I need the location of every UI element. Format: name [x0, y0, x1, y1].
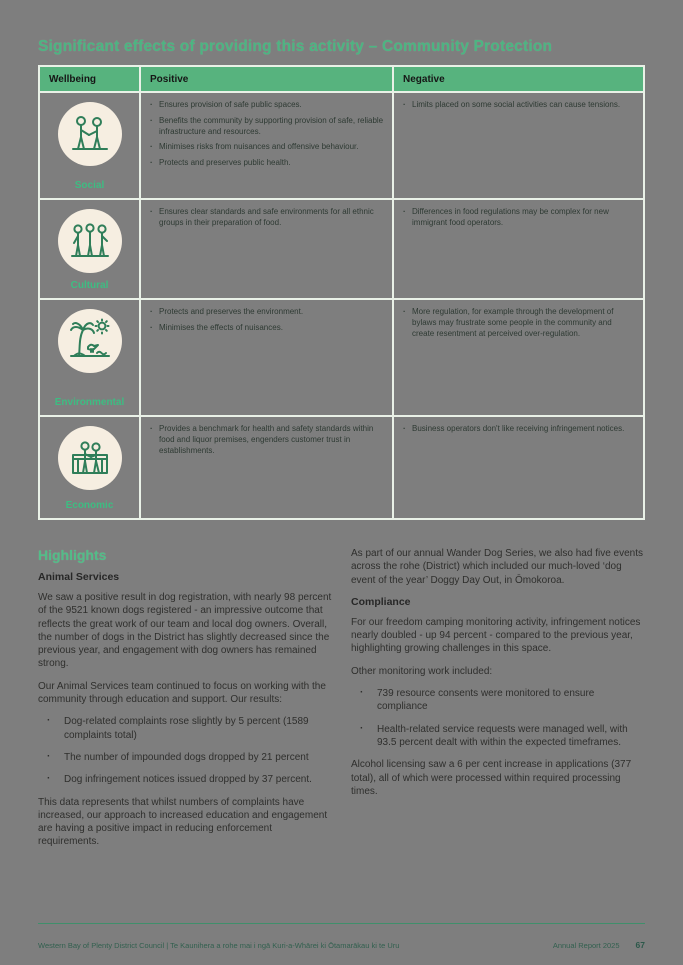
- row-label-social: Social: [74, 180, 105, 191]
- wellbeing-cell-cultural: [40, 200, 139, 298]
- bullet-item: · Health-related service requests were managed well, with 93.5 percent dealt with within the expected timeframes.: [351, 723, 646, 750]
- positive-cell-economic: [141, 417, 392, 518]
- page-title: Significant effects of providing this activity – Community Protection: [38, 38, 553, 55]
- bullet-item: · Ensures provision of safe public spaces.: [147, 100, 384, 111]
- row-label-economic: Economic: [65, 500, 114, 511]
- economic-building-icon: [58, 426, 122, 490]
- wellbeing-cell-social: [40, 93, 139, 198]
- negative-cell-cultural: [394, 200, 643, 298]
- highlights-section: [38, 547, 645, 858]
- social-people-icon: [58, 102, 122, 166]
- header-cell-negative: Negative: [394, 67, 643, 91]
- animal-services-bullet-list: [38, 715, 333, 786]
- compliance-paragraph: Other monitoring work included:: [351, 665, 493, 677]
- footer-council-name: Western Bay of Plenty District Council | Te Kaunihera a rohe mai i ngā Kuri-a-Whārei ki Ōtamarākau ki te Uru: [38, 941, 400, 950]
- table-row-social: [40, 93, 643, 198]
- animal-services-subheading: Animal Services: [38, 571, 120, 583]
- bullet-item: · The number of impounded dogs dropped by 21 percent: [38, 751, 333, 764]
- row-label-cultural: Cultural: [70, 280, 109, 291]
- header-cell-wellbeing: Wellbeing: [40, 67, 139, 91]
- bullet-item: · Protects and preserves the environment.: [147, 307, 384, 318]
- compliance-paragraph: For our freedom camping monitoring activity, infringement notices nearly doubled - up 94 percent - compared to the previous year, highlighting growing challenges in this space.: [351, 616, 641, 655]
- footer-right: [553, 940, 645, 950]
- negative-cell-economic: [394, 417, 643, 518]
- bullet-item: · Business operators don't like receiving infringement notices.: [400, 424, 635, 435]
- bullet-item: · Differences in food regulations may be complex for new immigrant food operators.: [400, 207, 635, 229]
- negative-cell-environmental: [394, 300, 643, 415]
- bullet-item: · Dog infringement notices issued dropped by 37 percent.: [38, 773, 333, 786]
- footer-page-number: 67: [635, 940, 645, 950]
- bullet-item: · Limits placed on some social activities can cause tensions.: [400, 100, 635, 111]
- compliance-bullet-list: [351, 687, 646, 749]
- compliance-subheading: Compliance: [351, 595, 411, 608]
- page-footer: [38, 923, 645, 950]
- bullet-item: · Ensures clear standards and safe environments for all ethnic groups in their preparation of food.: [147, 207, 384, 229]
- bullet-item: · More regulation, for example through the development of bylaws may frustrate some people in the community and create resentment at perceived over-regulation.: [400, 307, 635, 339]
- animal-services-paragraph: We saw a positive result in dog registration, with nearly 98 percent of the 9521 known dogs registered - an impressive outcome that reflects the great work of our team and local dog owners. Overall, the number of dogs in the District has slightly decreased since the previous year, and engagement with dog owners has remained strong.: [38, 592, 332, 670]
- table-row-cultural: [40, 200, 643, 298]
- row-label-environmental: Environmental: [54, 397, 125, 408]
- bullet-item: · Benefits the community by supporting provision of safe, reliable infrastructure and resources.: [147, 116, 384, 138]
- environment-palm-icon: [58, 309, 122, 373]
- table-row-environmental: [40, 300, 643, 415]
- highlights-left-column: [38, 547, 333, 858]
- bullet-item: · Dog-related complaints rose slightly by 5 percent (1589 complaints total): [38, 715, 333, 742]
- wander-dog-paragraph: As part of our annual Wander Dog Series, we also had five events across the rohe (District) which included our much-loved ‘dog event of the year’ Doggy Day Out, in Ōmokoroa.: [351, 548, 644, 586]
- highlights-heading: Highlights: [38, 547, 107, 563]
- bullet-item: · Minimises risks from nuisances and offensive behaviour.: [147, 142, 384, 153]
- bullet-item: · Provides a benchmark for health and safety standards within food and liquor premises, engenders customer trust in establishments.: [147, 424, 384, 456]
- highlights-right-column: [351, 547, 646, 858]
- animal-services-paragraph: This data represents that whilst numbers of complaints have increased, our approach to increased education and engagement are having a positive impact in reducing enforcement requirements.: [38, 796, 328, 848]
- negative-cell-social: [394, 93, 643, 198]
- positive-cell-social: [141, 93, 392, 198]
- bullet-item: · Minimises the effects of nuisances.: [147, 323, 384, 334]
- header-cell-positive: Positive: [141, 67, 392, 91]
- effects-table: [38, 65, 645, 520]
- wellbeing-cell-environmental: [40, 300, 139, 415]
- wellbeing-cell-economic: [40, 417, 139, 518]
- animal-services-paragraph: Our Animal Services team continued to focus on working with the community through education and support. Our results:: [38, 680, 326, 706]
- positive-cell-cultural: [141, 200, 392, 298]
- table-row-economic: [40, 417, 643, 518]
- bullet-item: · 739 resource consents were monitored to ensure compliance: [351, 687, 646, 714]
- compliance-paragraph: Alcohol licensing saw a 6 per cent increase in applications (377 total), all of which were processed within required processing times.: [351, 759, 632, 797]
- positive-cell-environmental: [141, 300, 392, 415]
- cultural-people-icon: [58, 209, 122, 273]
- footer-report-title: Annual Report 2025: [552, 941, 620, 950]
- table-header-row: [40, 67, 643, 91]
- bullet-item: · Protects and preserves public health.: [147, 158, 384, 169]
